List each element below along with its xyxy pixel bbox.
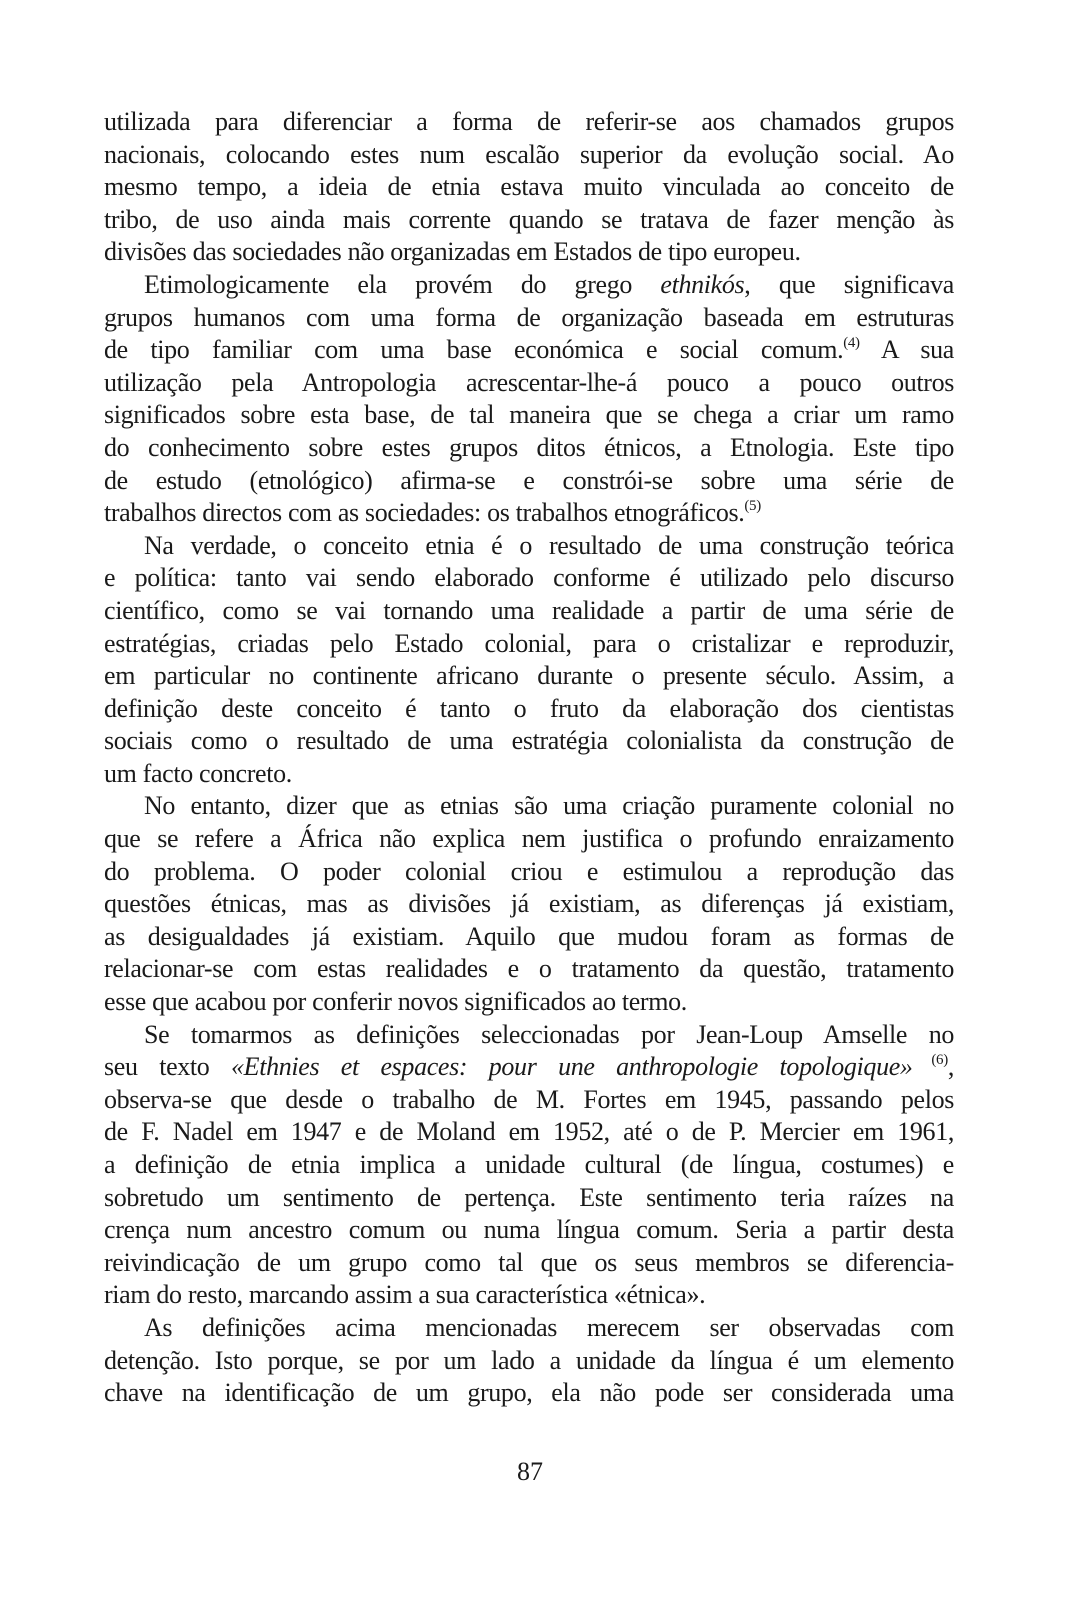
- text-line: [104, 269, 954, 302]
- text-line: questões étnicas, mas as divisões já existiam, as diferenças já existiam,: [104, 889, 954, 919]
- text-line: esse que acabou por conferir novos significados ao termo.: [104, 987, 687, 1017]
- text-line: sociais como o resultado de uma estratégia colonialista da construção de: [104, 726, 954, 756]
- text-line: de F. Nadel em 1947 e de Moland em 1952, até o de P. Mercier em 1961,: [104, 1117, 954, 1147]
- text-line: nacionais, colocando estes num escalão superior da evolução social. Ao: [104, 139, 954, 169]
- footnote-reference: (6): [912, 1052, 948, 1069]
- text-line: as desigualdades já existiam. Aquilo que mudou foram as formas de: [104, 921, 954, 951]
- text-line: científico, como se vai tornando uma realidade a partir de uma série de: [104, 595, 954, 625]
- text-line: em particular no continente africano durante o presente século. Assim, a: [104, 661, 954, 691]
- text-line: [104, 1051, 954, 1084]
- text-line: Se tomarmos as definições seleccionadas por Jean-Loup Amselle no: [144, 1019, 954, 1049]
- footnote-reference: (5): [744, 498, 761, 515]
- italic-term: ethnikós: [660, 269, 745, 299]
- text-line: [104, 497, 954, 530]
- text-run: ,: [947, 1052, 954, 1082]
- text-line: reivindicação de um grupo como tal que os seus membros se diferencia-: [104, 1247, 954, 1277]
- text-run: trabalhos directos com as sociedades: os trabalhos etnográficos.: [104, 498, 745, 528]
- text-line: No entanto, dizer que as etnias são uma criação puramente colonial no: [144, 791, 954, 821]
- text-line: que se refere a África não explica nem justifica o profundo enraizamento: [104, 824, 954, 854]
- text-line: e política: tanto vai sendo elaborado conforme é utilizado pelo discurso: [104, 563, 954, 593]
- text-line: relacionar-se com estas realidades e o tratamento da questão, tratamento: [104, 954, 954, 984]
- text-line: a definição de etnia implica a unidade cultural (de língua, costumes) e: [104, 1150, 954, 1179]
- page-number: 87: [517, 1457, 543, 1486]
- text-line: As definições acima mencionadas merecem ser observadas com: [144, 1312, 954, 1342]
- text-line: observa-se que desde o trabalho de M. Fortes em 1945, passando pelos: [104, 1084, 954, 1114]
- paragraph: [104, 530, 954, 791]
- text-line: significados sobre esta base, de tal maneira que se chega a criar um ramo: [104, 400, 954, 430]
- paragraph: [104, 1019, 954, 1312]
- text-line: utilizada para diferenciar a forma de referir-se aos chamados grupos: [104, 107, 954, 136]
- text-line: [104, 334, 954, 367]
- text-line: mesmo tempo, a ideia de etnia estava muito vinculada ao conceito de: [104, 172, 954, 202]
- text-line: utilização pela Antropologia acrescentar-lhe-á pouco a pouco outros: [104, 367, 954, 397]
- text-line: sobretudo um sentimento de pertença. Este sentimento teria raízes na: [104, 1182, 954, 1212]
- text-line: de estudo (etnológico) afirma-se e constrói-se sobre uma série de: [104, 465, 954, 495]
- text-line: estratégias, criadas pelo Estado colonial, para o cristalizar e reproduzir,: [104, 628, 954, 658]
- text-line: grupos humanos com uma forma de organização baseada em estruturas: [104, 302, 954, 332]
- body-text: [104, 106, 954, 1410]
- footnote-reference: (4): [843, 335, 860, 352]
- text-run: Etimologicamente ela provém do grego: [144, 269, 661, 299]
- text-line: riam do resto, marcando assim a sua característica «étnica».: [104, 1280, 706, 1310]
- text-line: crença num ancestro comum ou numa língua comum. Seria a partir desta: [104, 1215, 954, 1245]
- text-run: seu texto: [104, 1052, 232, 1082]
- paragraph: [104, 269, 954, 530]
- paragraph: [104, 1312, 954, 1410]
- text-run: , que significava: [744, 269, 954, 299]
- text-line: divisões das sociedades não organizadas em Estados de tipo europeu.: [104, 237, 801, 267]
- text-line: definição deste conceito é tanto o fruto da elaboração dos cientistas: [104, 693, 954, 723]
- text-line: um facto concreto.: [104, 758, 292, 788]
- text-line: Na verdade, o conceito etnia é o resultado de uma construção teórica: [144, 530, 954, 560]
- paragraph: [104, 790, 954, 1018]
- text-line: chave na identificação de um grupo, ela não pode ser considerada uma: [104, 1378, 954, 1408]
- text-line: do problema. O poder colonial criou e estimulou a reprodução das: [104, 856, 954, 886]
- text-run: de tipo familiar com uma base económica e social comum.: [104, 335, 844, 365]
- paragraph: [104, 106, 954, 269]
- text-line: detenção. Isto porque, se por um lado a unidade da língua é um elemento: [104, 1345, 954, 1375]
- text-run: A sua: [859, 335, 954, 365]
- italic-term: «Ethnies et espaces: pour une anthropologie topologique»: [231, 1052, 913, 1082]
- text-line: do conhecimento sobre estes grupos ditos étnicos, a Etnologia. Este tipo: [104, 432, 954, 462]
- text-line: tribo, de uso ainda mais corrente quando se tratava de fazer menção às: [104, 204, 954, 234]
